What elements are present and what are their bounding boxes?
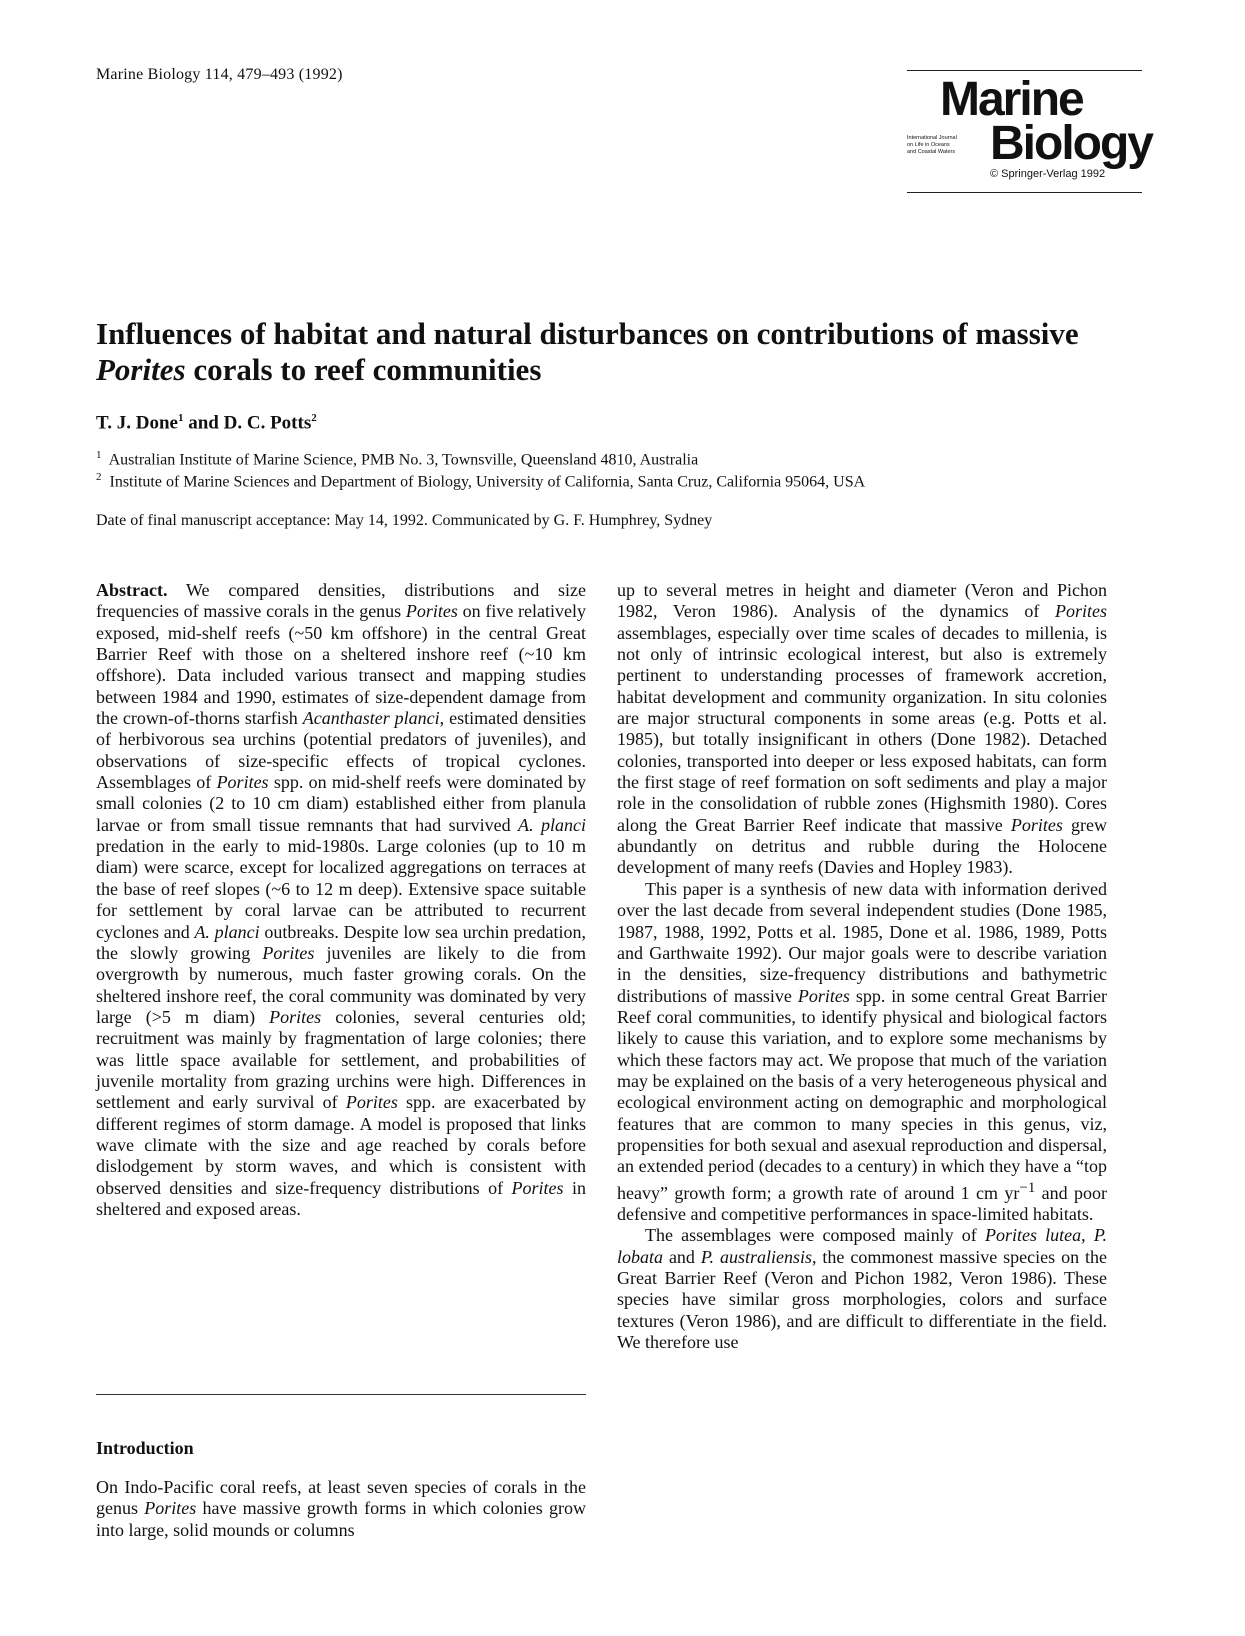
affiliation: $^1$ Australian Institute of Marine Science, PMB No. 3, Townsville, Queensland 4810, Australia: [96, 449, 699, 469]
article-title: Influences of habitat and natural disturbances on contributions of massive Porites corals to reef communities: [96, 316, 1079, 387]
affiliation: $^2$ Institute of Marine Sciences and Department of Biology, University of California, Santa Cruz, California 95064, USA: [96, 471, 866, 491]
logo-rule-top: [907, 70, 1142, 71]
journal-logo-biology: Biology: [990, 117, 1152, 170]
abstract-paragraph: Abstract. We compared densities, distributions and size frequencies of massive corals in the genus Porites on five relatively exposed, mid-shelf reefs (~50 km offshore) in the central Great Barrier Reef with those on a sheltered inshore reef (~10 km offshore). Data included various transect and mapping studies between 1984 and 1990, estimates of size-dependent damage from the crown-of-thorns starfish Acanthaster planci, estimated densities of herbivorous sea urchins (potential predators of juveniles), and observations of size-specific effects of tropical cyclones. Assemblages of Porites spp. on mid-shelf reefs were dominated by small colonies (2 to 10 cm diam) established either from planula larvae or from small tissue remnants that had survived A. planci predation in the early to mid-1980s. Large colonies (up to 10 m diam) were scarce, except for localized aggregations on terraces at the base of reef slopes (~6 to 12 m deep). Extensive space suitable for settlement by coral larvae can be attributed to recurrent cyclones and A. planci outbreaks. Despite low sea urchin predation, the slowly growing Porites juveniles are likely to die from overgrowth by numerous, much faster growing corals. On the sheltered inshore reef, the coral community was dominated by very large (>5 m diam) Porites colonies, several centuries old; recruitment was mainly by fragmentation of large colonies; there was little space available for settlement, and probabilities of juvenile mortality from grazing urchins were high. Differences in settlement and early survival of Porites spp. are exacerbated by different regimes of storm damage. A model is proposed that links wave climate with the size and age reached by corals before dislodgement by storm waves, and which is consistent with observed densities and size-frequency distributions of Porites in sheltered and exposed areas.: [96, 580, 587, 1219]
introduction-paragraph: On Indo-Pacific coral reefs, at least seven species of corals in the genus Porites have massive growth forms in which colonies grow into large, solid mounds or columns: [96, 1477, 586, 1540]
body-paragraph: This paper is a synthesis of new data with information derived over the last decade from several independent studies (Done 1985, 1987, 1988, 1992, Potts et al. 1985, Done et al. 1986, 1989, Potts and Garthwaite 1992). Our major goals were to describe variation in the densities, size-frequency distributions and bathymetric distributions of massive Porites spp. in some central Great Barrier Reef coral communities, to identify physical and biological factors likely to cause this variation, and to explore some mechanisms by which these factors may act. We propose that much of the variation may be explained on the basis of a very heterogeneous physical and ecological environment acting on demographic and morphological features that are common to many species in this genus, viz, propensities for both sexual and asexual reproduction and dispersal, an extended period (decades to a century) in which they have a “top heavy” growth form; a growth rate of around 1 cm $yr^{-1}$ and poor defensive and competitive performances in space-limited habitats.: [617, 878, 1108, 1224]
logo-tagline-line: and Coastal Waters: [907, 149, 956, 155]
copyright-notice: © Springer-Verlag 1992: [990, 168, 1106, 180]
body-paragraph: The assemblages were composed mainly of Porites lutea, P. lobata and P. australiensis, the commonest massive species on the Great Barrier Reef (Veron and Pichon 1982, Veron 1986). These species have similar gross morphologies, colors and surface textures (Veron 1986), and are difficult to differentiate in the field. We therefore use: [617, 1225, 1108, 1353]
author-name: D. C. Potts: [223, 412, 312, 434]
abstract-divider: [96, 1394, 586, 1395]
abstract: [96, 580, 586, 1220]
journal-logo-tagline: [907, 135, 987, 156]
body-text-right-column: [617, 580, 1107, 1353]
section-heading-introduction: Introduction: [96, 1438, 194, 1458]
authors: T. J. Done$^1$ and D. C. Potts$^2$: [96, 412, 317, 434]
journal-logo-marine: Marine: [940, 73, 1083, 126]
logo-tagline-line: on Life in Oceans: [907, 142, 950, 148]
author-name: T. J. Done: [96, 412, 178, 434]
abstract-label: Abstract.: [96, 580, 168, 600]
logo-rule-bottom: [907, 192, 1142, 193]
body-paragraph: up to several metres in height and diameter (Veron and Pichon 1982, Veron 1986). Analysis of the dynamics of Porites assemblages, especially over time scales of decades to millenia, is not only of intrinsic ecological interest, but also is extremely pertinent to understanding processes of framework accretion, habitat development and community organization. In situ colonies are major structural components in some areas (e.g. Potts et al. 1985), but totally insignificant in others (Done 1982). Detached colonies, transported into deeper or less exposed habitats, can form the first stage of reef formation on soft sediments and play a major role in the consolidation of rubble zones (Highsmith 1980). Cores along the Great Barrier Reef indicate that massive Porites grew abundantly on detritus and rubble during the Holocene development of many reefs (Davies and Hopley 1983).: [617, 580, 1108, 878]
journal-reference: Marine Biology 114, 479–493 (1992): [96, 66, 343, 83]
logo-tagline-line: International Journal: [907, 135, 957, 141]
manuscript-dates: Date of final manuscript acceptance: May 14, 1992. Communicated by G. F. Humphrey, Sydney: [96, 512, 713, 529]
